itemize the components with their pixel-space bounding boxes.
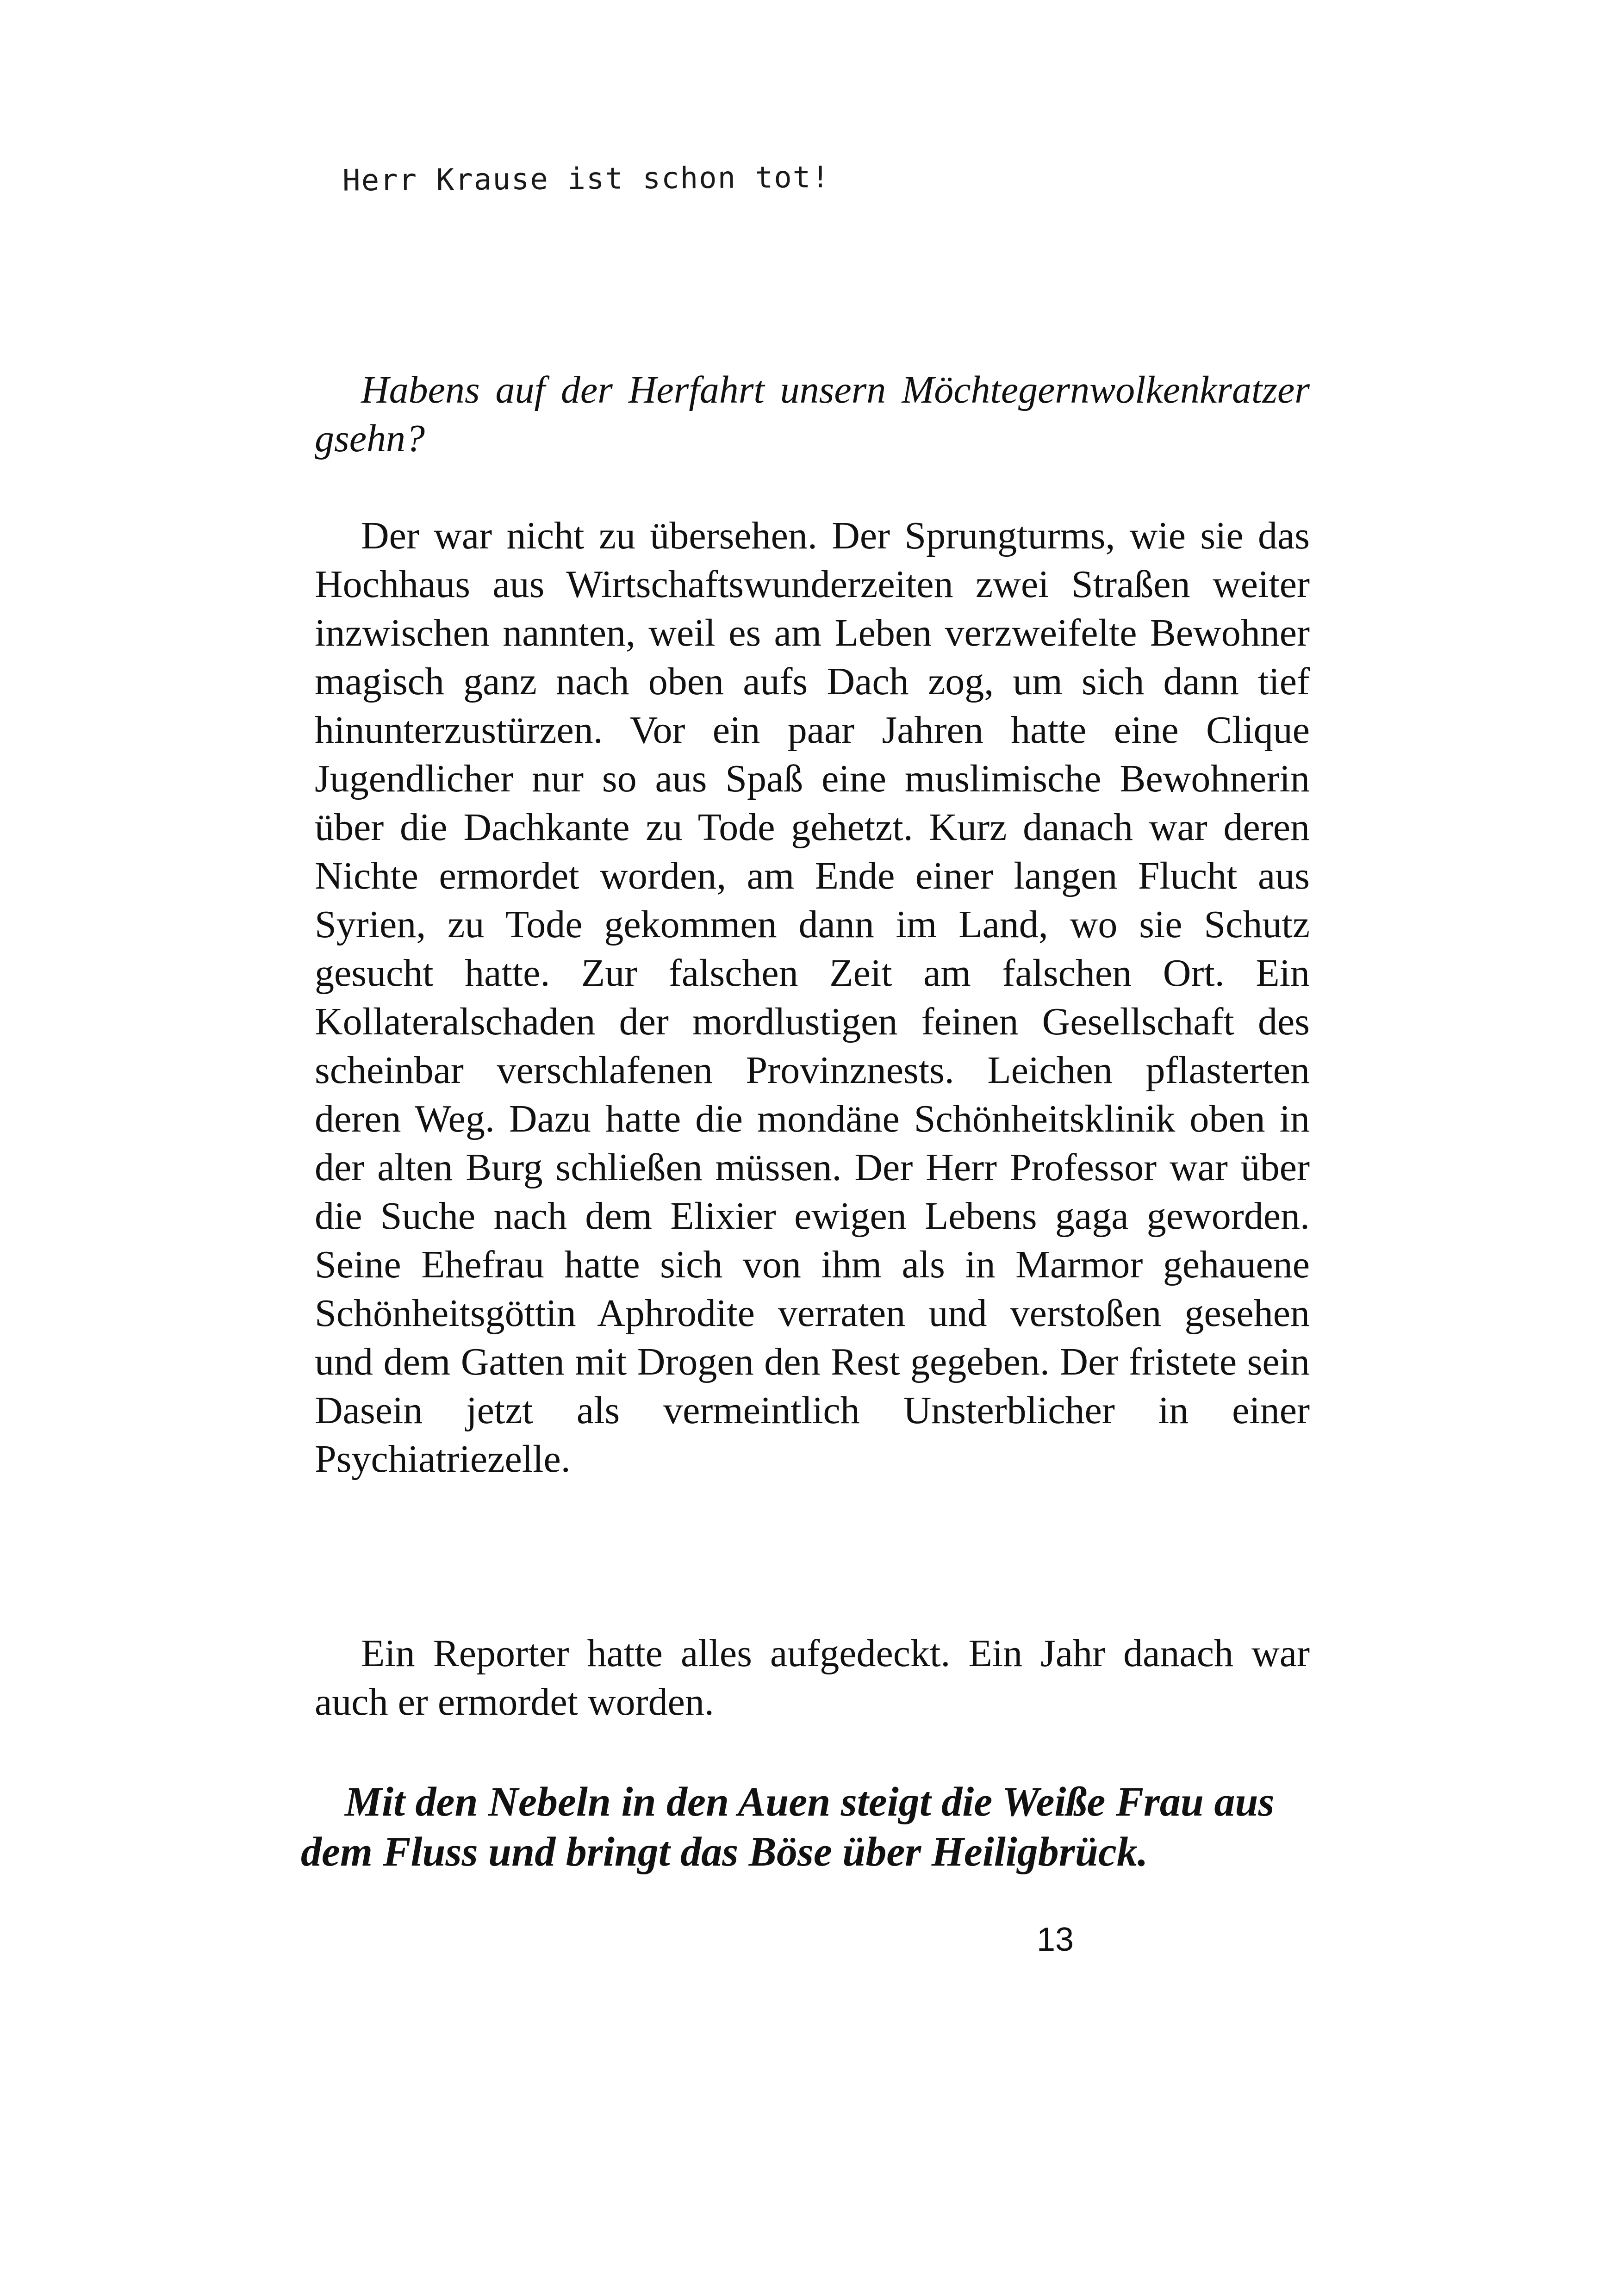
running-header: Herr Krause ist schon tot! — [342, 160, 831, 198]
paragraph-reporter: Ein Reporter hatte alles aufgedeckt. Ein Jahr danach war auch er ermordet worden. — [315, 1632, 1310, 1724]
paragraph-question: Habens auf der Herfahrt unsern Möchtegernwolkenkratzer gsehn? — [315, 368, 1310, 460]
paragraph-main: Der war nicht zu übersehen. Der Sprungturms, wie sie das Hochhaus aus Wirtschaftswunderzeiten zwei Straßen weiter inzwischen nannten, weil es am Leben verzweifelte Bewohner magisch ganz nach oben aufs Dach zog, um sich dann tief hinunterzustürzen. Vor ein paar Jahren hatte eine Clique Jugendlicher nur so aus Spaß eine muslimische Bewohnerin über die Dachkante zu Tode gehetzt. Kurz danach war deren Nichte ermordet worden, am Ende einer langen Flucht aus Syrien, zu Tode gekommen dann im Land, wo sie Schutz gesucht hatte. Zur falschen Zeit am falschen Ort. Ein Kollateralschaden der mordlustigen feinen Gesellschaft des scheinbar verschlafenen Provinznests. Leichen pflasterten deren Weg. Dazu hatte die mondäne Schönheitsklinik oben in der alten Burg schließen müssen. Der Herr Professor war über die Suche nach dem Elixier ewigen Lebens gaga geworden. Seine Ehefrau hatte sich von ihm als in Marmor gehauene Schönheitsgöttin Aphrodite verraten und verstoßen gesehen und dem Gatten mit Drogen den Rest gegeben. Der fristete sein Dasein jetzt als vermeintlich Unsterblicher in einer Psychiatriezelle. — [315, 514, 1310, 1481]
legend-line-1: Mit den Nebeln in den Auen steigt die Weiße Frau aus — [345, 1779, 1275, 1825]
legend-quote — [301, 1777, 1333, 1877]
legend-line-2: dem Fluss und bringt das Böse über Heiligbrück. — [301, 1829, 1148, 1875]
page-number: 13 — [1037, 1921, 1074, 1958]
